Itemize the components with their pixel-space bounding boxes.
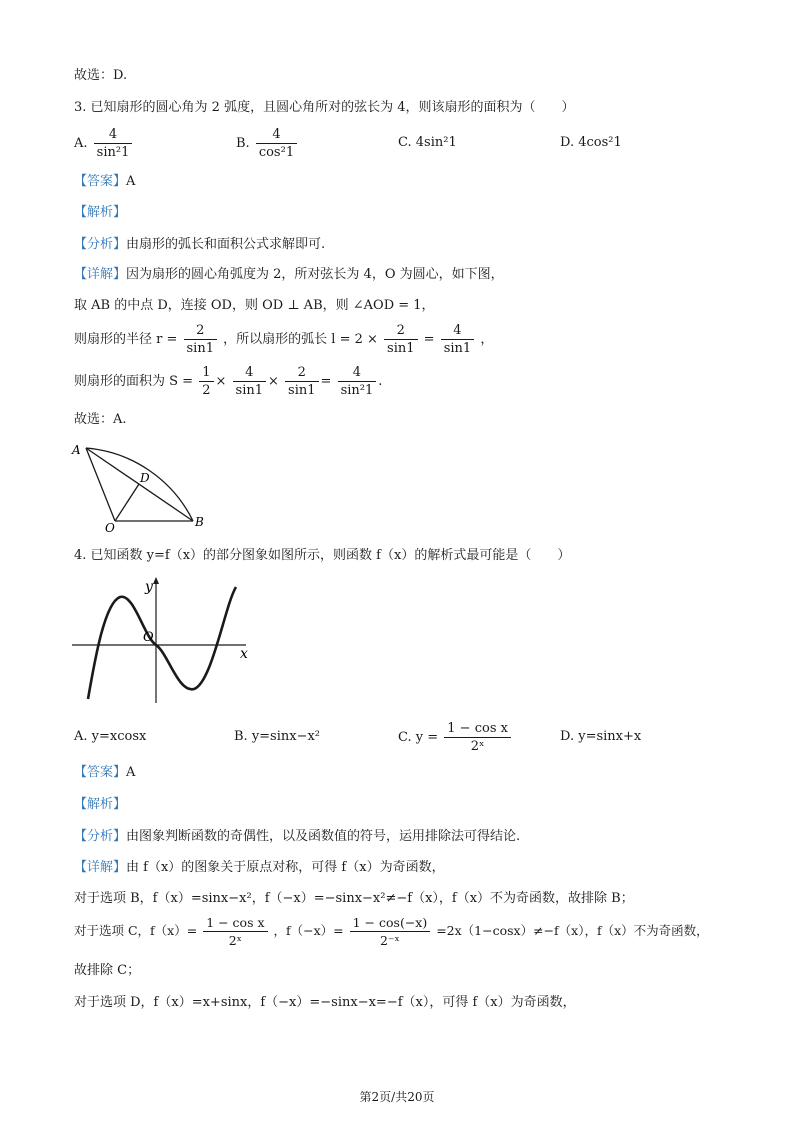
prev-answer-line: 故选：D.: [74, 68, 128, 83]
q4-analysis-tag: 【解析】: [74, 797, 127, 812]
point-b-label: B: [195, 515, 204, 529]
segment-od: [115, 484, 139, 521]
fraction-denominator: cos²1: [258, 145, 295, 160]
answer-value: A: [126, 174, 136, 189]
xiangjie-tag: 【详解】: [74, 267, 127, 282]
fraction-numerator: 2: [285, 364, 318, 382]
q3-analysis-tag: 【解析】: [74, 205, 127, 220]
xiangjie-text: 由 f（x）的图象关于原点对称，可得 f（x）为奇函数，: [126, 860, 445, 875]
sector-figure: [70, 436, 230, 536]
fenxi-tag: 【分析】: [74, 829, 127, 844]
point-d-label: D: [140, 471, 150, 485]
option-letter: C.: [398, 135, 412, 150]
fraction-denominator: sin²1: [96, 145, 130, 160]
option-expression: 4cos²1: [578, 135, 622, 150]
arc-suffix: ，: [480, 332, 494, 347]
option-expression: 4sin²1: [415, 135, 457, 150]
q4-line-b: 对于选项 B，f（x）=sinx−x²，f（−x）=−sinx−x²≠−f（x），f（x）不为奇函数，故排除 B；: [74, 891, 634, 906]
radius-prefix: 则扇形的半径 r =: [74, 332, 178, 347]
fraction-denominator: 2: [202, 383, 211, 398]
q3-option-a: [74, 126, 134, 161]
q3-xiangjie-2: 取 AB 的中点 D，连接 OD，则 OD ⊥ AB，则 ∠AOD = 1，: [74, 298, 435, 313]
fraction-denominator: 2⁻ˣ: [379, 933, 400, 948]
arc-prefix: ，所以扇形的弧长 l = 2 ×: [223, 332, 378, 347]
function-graph: [70, 575, 255, 710]
option-prefix: y =: [415, 730, 439, 745]
fraction-numerator: 4: [233, 364, 266, 382]
q4-option-b: B. y=sinx−x²: [234, 729, 321, 744]
q3-option-b: [236, 126, 299, 161]
fraction-denominator: sin²1: [340, 383, 374, 398]
equals-sign: =: [423, 332, 435, 347]
q4-line-c2: 故排除 C；: [74, 963, 141, 978]
q4-option-a: A. y=xcosx: [74, 729, 147, 744]
answer-tag: 【答案】: [74, 765, 127, 780]
q3-option-d: [560, 135, 622, 150]
point-a-label: A: [72, 443, 81, 457]
fraction-denominator: sin1: [387, 341, 415, 356]
fenxi-text: 由图象判断函数的奇偶性，以及函数值的符号，运用排除法可得结论.: [126, 829, 521, 844]
answer-tag: 【答案】: [74, 174, 127, 189]
answer-value: A: [126, 765, 136, 780]
q4-line-d: 对于选项 D，f（x）=x+sinx，f（−x）=−sinx−x=−f（x），可得 f（x）为奇函数，: [74, 995, 576, 1010]
q3-fenxi: [74, 235, 325, 255]
fraction-numerator: 4: [256, 126, 297, 144]
fraction-numerator: 4: [94, 126, 133, 144]
fraction-numerator: 1 − cos x: [444, 720, 511, 738]
origin-label: O: [143, 630, 154, 645]
q4-option-c: [398, 720, 513, 755]
option-letter: A.: [74, 136, 88, 151]
fraction-numerator: 2: [384, 322, 417, 340]
fenxi-tag: 【分析】: [74, 237, 127, 252]
x-axis-label: x: [240, 646, 248, 662]
q4-line-c: [74, 914, 709, 949]
fraction-numerator: 1: [199, 364, 213, 382]
line-c-suffix: =2x（1−cosx）≠−f（x），f（x）不为奇函数，: [436, 923, 709, 938]
fraction-denominator: 2ˣ: [228, 933, 242, 948]
xiangjie-text: 因为扇形的圆心角弧度为 2，所对弦长为 4，O 为圆心，如下图，: [126, 267, 504, 282]
q3-area-line: 则扇形的面积为 S = $\frac{1}{2}$ × $\frac{4}{\sin 1}$ × $\frac{2}{\sin 1}$ = $\frac{4}{\text{sin²1}}$ .: [74, 365, 383, 398]
fraction-denominator: sin1: [186, 341, 214, 356]
fraction-denominator: sin1: [443, 341, 472, 356]
q4-stem: 4. 已知函数 y=f（x）的部分图象如图所示，则函数 f（x）的解析式最可能是（ ）: [74, 548, 571, 563]
q4-answer: [74, 763, 135, 783]
fraction-numerator: 4: [441, 322, 474, 340]
y-axis-arrow: [153, 577, 159, 584]
q4-option-d: D. y=sinx+x: [560, 729, 642, 744]
area-suffix: .: [378, 374, 383, 389]
option-letter: D.: [560, 135, 575, 150]
area-prefix: 则扇形的面积为 S =: [74, 374, 194, 389]
fraction-denominator: sin1: [288, 383, 316, 398]
q3-stem: 3. 已知扇形的圆心角为 2 弧度，且圆心角所对的弦长为 4，则该扇形的面积为（ ）: [74, 100, 575, 115]
q3-answer: [74, 172, 135, 192]
option-letter: B.: [236, 136, 250, 151]
line-c-mid: ，f（−x）=: [273, 923, 344, 938]
option-letter: C.: [398, 730, 412, 745]
q3-option-c: [398, 135, 457, 150]
fraction-denominator: sin1: [235, 383, 264, 398]
fraction-numerator: 1 − cos(−x): [350, 914, 431, 932]
radius-oa: [86, 448, 115, 521]
fraction-numerator: 1 − cos x: [203, 914, 267, 932]
xiangjie-tag: 【详解】: [74, 860, 127, 875]
point-o-label: O: [105, 521, 115, 535]
y-axis-label: y: [145, 579, 153, 595]
q4-xiangjie: [74, 858, 445, 878]
q4-fenxi: [74, 827, 520, 847]
line-c-prefix: 对于选项 C，f（x）=: [74, 923, 198, 938]
fraction-denominator: 2ˣ: [470, 739, 485, 754]
fraction-numerator: 4: [338, 364, 377, 382]
fraction-numerator: 2: [184, 322, 217, 340]
q3-conclusion: 故选：A.: [74, 412, 127, 427]
q3-xiangjie-1: [74, 265, 504, 285]
function-curve: [88, 587, 236, 699]
page-footer: 第2页/共20页: [359, 1090, 435, 1104]
fenxi-text: 由扇形的弧长和面积公式求解即可.: [126, 237, 326, 252]
q3-radius-line: [74, 322, 493, 357]
